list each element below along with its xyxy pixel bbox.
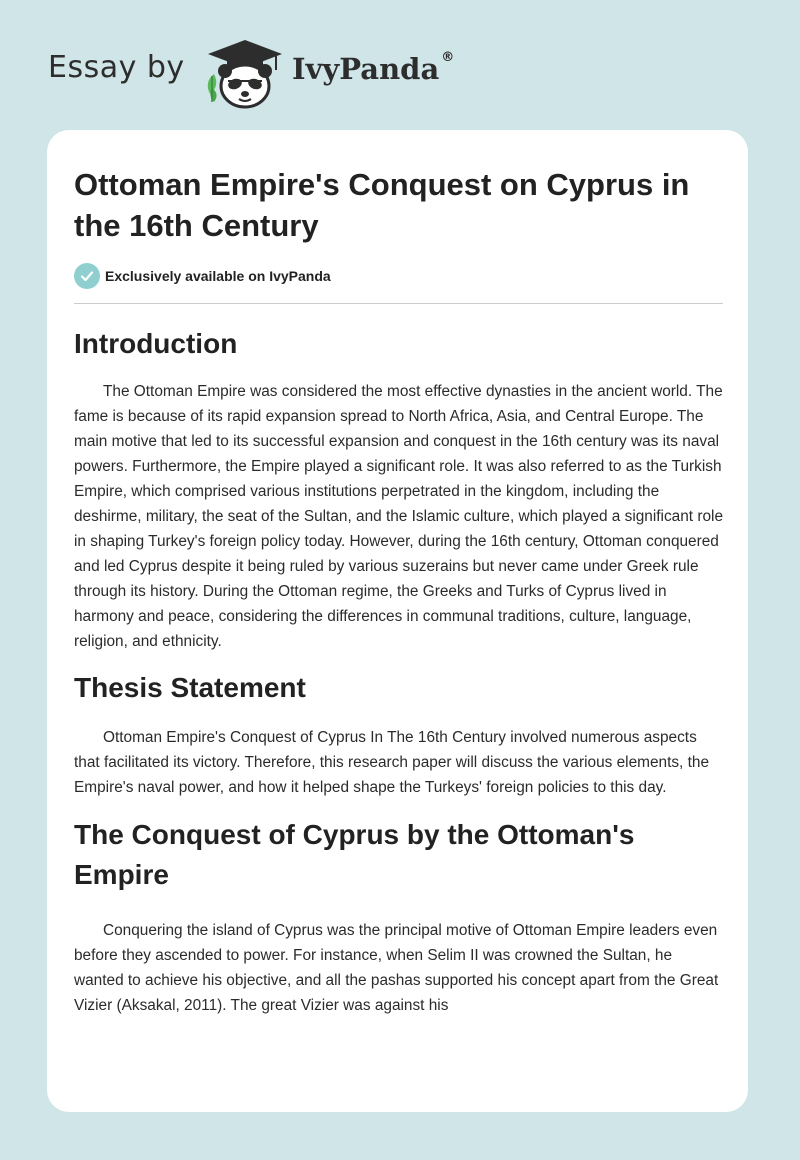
section-paragraph-thesis: Ottoman Empire's Conquest of Cyprus In The 16th Century involved numerous aspects that facilitated its victory. Therefore, this research paper will discuss the various elements, the Empire's naval power, and how it helped shape the Turkeys' foreign policies to this day. xyxy=(74,729,710,796)
section-heading-conquest: The Conquest of Cyprus by the Ottoman's Empire xyxy=(74,819,635,890)
badge-label: Exclusively available on IvyPanda xyxy=(105,268,331,284)
essay-body xyxy=(74,322,724,1018)
brand-logo-text[interactable] xyxy=(292,52,454,86)
section-heading-thesis: Thesis Statement xyxy=(74,672,306,703)
exclusive-badge xyxy=(74,263,331,289)
essay-title: Ottoman Empire's Conquest on Cyprus in the 16th Century xyxy=(74,167,690,243)
section-paragraph-introduction: The Ottoman Empire was considered the most effective dynasties in the ancient world. The fame is because of its rapid expansion spread to North Africa, Asia, and Central Europe. The main motive that led to its successful expansion and conquest in the 16th century was its naval powers. Furthermore, the Empire played a significant role. It was also referred to as the Turkish Empire, which comprised various institutions perpetrated in the kingdom, including the deshirme, military, the seat of the Sultan, and the Islamic culture, which played a significant role in shaping Turkey's foreign policy today. However, during the 16th century, Ottoman conquered and led Cyprus despite it being ruled by various suzerains but never came under Greek rule through its history. During the Ottoman regime, the Greeks and Turks of Cyprus lived in harmony and peace, considering the differences in communal traditions, culture, language, religion, and ethnicity. xyxy=(74,383,724,650)
panda-logo-icon[interactable] xyxy=(200,36,290,112)
essay-card xyxy=(47,130,748,1112)
section-heading-introduction: Introduction xyxy=(74,328,238,359)
brand-name: IvyPanda xyxy=(292,52,440,86)
registered-mark: ® xyxy=(441,50,455,65)
site-header xyxy=(0,0,800,130)
title-divider xyxy=(74,303,723,304)
essay-by-label: Essay by xyxy=(48,50,185,85)
checkmark-icon xyxy=(74,263,100,289)
section-paragraph-conquest: Conquering the island of Cyprus was the principal motive of Ottoman Empire leaders even before they ascended to power. For instance, when Selim II was crowned the Sultan, he wanted to achieve his objective, and all the pashas supported his concept apart from the Great Vizier (Aksakal, 2011). The great Vizier was against his xyxy=(74,922,719,1014)
